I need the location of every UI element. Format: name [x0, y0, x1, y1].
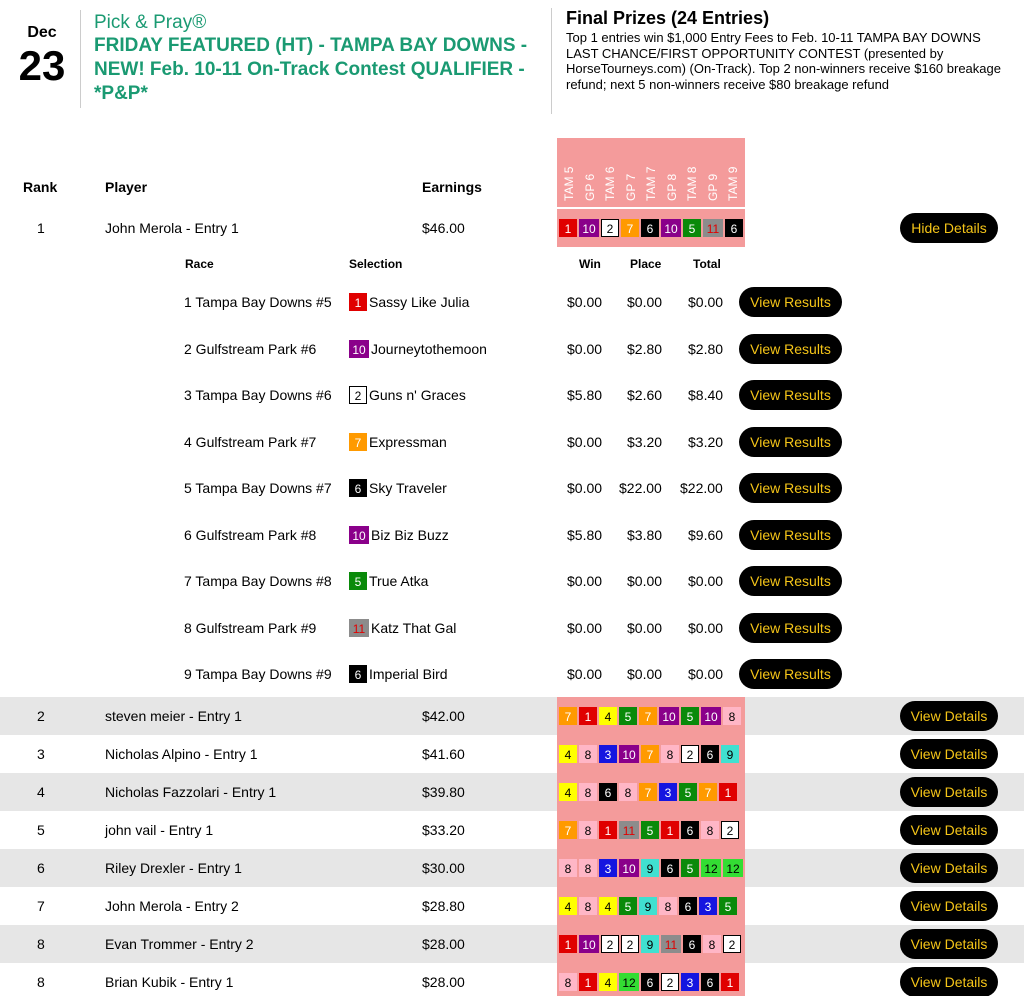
detail-win: $0.00	[567, 573, 603, 589]
player-rank: 8	[37, 936, 45, 952]
saddle-cloth-10: 10	[661, 219, 681, 237]
saddle-cloth-3: 3	[699, 897, 717, 915]
contest-header	[0, 0, 1024, 125]
saddle-cloth-7: 7	[639, 707, 657, 725]
player-earnings: $42.00	[422, 708, 465, 724]
horse-name: True Atka	[369, 573, 429, 589]
detail-place: $0.00	[627, 666, 663, 682]
player-earnings: $28.80	[422, 898, 465, 914]
race-column-label	[621, 141, 641, 201]
date-month: Dec	[27, 24, 57, 41]
saddle-cloth-3: 3	[599, 859, 617, 877]
detail-total: $9.60	[688, 526, 724, 543]
saddle-cloth-5: 5	[681, 859, 699, 877]
detail-row	[0, 372, 1024, 418]
rank-column-header: Rank	[23, 179, 58, 195]
earnings-column-header: Earnings	[422, 179, 482, 195]
saddle-cloth-5: 5	[681, 707, 699, 725]
player-earnings: $28.00	[422, 974, 465, 990]
view-details-button[interactable]: View Details	[900, 815, 998, 845]
saddle-cloth-4: 4	[559, 745, 577, 763]
saddle-cloth-2: 2	[601, 935, 619, 953]
saddle-cloth-10: 10	[619, 859, 639, 877]
saddle-cloth-2: 2	[601, 219, 619, 237]
view-results-button[interactable]: View Results	[739, 520, 842, 550]
detail-place: $2.60	[627, 387, 663, 403]
view-details-button[interactable]: View Details	[900, 891, 998, 921]
view-details-button[interactable]: View Details	[900, 701, 998, 731]
horse-name: Biz Biz Buzz	[371, 526, 449, 543]
view-results-button[interactable]: View Results	[739, 613, 842, 643]
race-label: TAM 9	[726, 166, 740, 201]
player-row	[0, 849, 1024, 887]
detail-selection	[349, 372, 466, 418]
saddle-cloth-8: 8	[661, 745, 679, 763]
player-earnings: $28.00	[422, 936, 465, 952]
contest-brand: Pick & Pray®	[94, 12, 207, 33]
saddle-cloth-7: 7	[699, 783, 717, 801]
saddle-cloth-2: 2	[721, 821, 739, 839]
race-label: TAM 8	[685, 166, 699, 201]
saddle-cloth-5: 5	[619, 707, 637, 725]
detail-total: $22.00	[680, 480, 723, 496]
player-earnings: $46.00	[422, 220, 465, 236]
race-column-label	[682, 141, 702, 201]
prizes-title: Final Prizes (24 Entries)	[566, 8, 770, 28]
detail-race: 5 Tampa Bay Downs #7	[184, 480, 332, 496]
player-earnings: $39.80	[422, 784, 465, 800]
picks-strip	[557, 925, 745, 963]
picks-strip	[557, 773, 745, 811]
detail-row	[0, 605, 1024, 651]
divider	[80, 10, 81, 108]
detail-place: $0.00	[627, 573, 663, 589]
horse-name: Imperial Bird	[369, 666, 448, 682]
detail-selection	[349, 558, 428, 604]
player-column-header: Player	[105, 179, 148, 195]
saddle-cloth-2: 2	[349, 386, 367, 404]
detail-win: $0.00	[567, 340, 603, 357]
player-rank: 2	[37, 708, 45, 724]
detail-place-header: Place	[630, 257, 662, 271]
saddle-cloth-6: 6	[683, 935, 701, 953]
view-results-button[interactable]: View Results	[739, 473, 842, 503]
detail-row	[0, 279, 1024, 325]
view-details-button[interactable]: View Details	[900, 777, 998, 807]
saddle-cloth-12: 12	[701, 859, 721, 877]
detail-place: $3.20	[627, 433, 663, 450]
view-details-button[interactable]: View Details	[900, 929, 998, 959]
player-name: John Merola - Entry 1	[105, 220, 239, 236]
picks-strip	[557, 849, 745, 887]
detail-race: 4 Gulfstream Park #7	[184, 433, 317, 450]
detail-place: $2.80	[627, 340, 663, 357]
detail-win: $5.80	[567, 387, 603, 403]
race-label: GP 7	[623, 173, 638, 201]
detail-race-header: Race	[185, 257, 214, 271]
player-name: Evan Trommer - Entry 2	[105, 936, 254, 952]
detail-win: $0.00	[567, 480, 603, 496]
saddle-cloth-7: 7	[621, 219, 639, 237]
date-day: 23	[18, 42, 66, 89]
detail-selection	[349, 512, 449, 558]
saddle-cloth-4: 4	[599, 973, 617, 991]
player-name: john vail - Entry 1	[105, 822, 214, 838]
view-results-button[interactable]: View Results	[739, 566, 842, 596]
saddle-cloth-8: 8	[579, 821, 597, 839]
race-label: GP 6	[582, 173, 597, 201]
saddle-cloth-8: 8	[703, 935, 721, 953]
player-row	[0, 887, 1024, 925]
race-header-strip	[557, 138, 745, 207]
player-rank: 6	[37, 860, 45, 876]
saddle-cloth-6: 6	[599, 783, 617, 801]
saddle-cloth-3: 3	[681, 973, 699, 991]
race-column-label	[641, 141, 661, 201]
race-label: TAM 6	[603, 166, 617, 201]
detail-race: 1 Tampa Bay Downs #5	[184, 294, 332, 310]
picks-strip	[557, 887, 745, 925]
detail-selection	[349, 279, 469, 325]
detail-win: $0.00	[567, 666, 603, 682]
saddle-cloth-6: 6	[641, 219, 659, 237]
saddle-cloth-2: 2	[661, 973, 679, 991]
saddle-cloth-4: 4	[559, 783, 577, 801]
saddle-cloth-10: 10	[659, 707, 679, 725]
player-row	[0, 925, 1024, 963]
saddle-cloth-5: 5	[719, 897, 737, 915]
saddle-cloth-6: 6	[681, 821, 699, 839]
player-rank: 5	[37, 822, 45, 838]
horse-name: Journeytothemoon	[371, 340, 487, 357]
player-row	[0, 735, 1024, 773]
race-column-label	[580, 141, 600, 201]
race-label: TAM 5	[562, 166, 576, 201]
detail-row	[0, 558, 1024, 604]
saddle-cloth-9: 9	[641, 859, 659, 877]
detail-row	[0, 512, 1024, 558]
saddle-cloth-1: 1	[661, 821, 679, 839]
view-results-button[interactable]: View Results	[739, 659, 842, 689]
player-row	[0, 811, 1024, 849]
detail-win: $0.00	[567, 619, 603, 636]
saddle-cloth-12: 12	[723, 859, 743, 877]
saddle-cloth-1: 1	[559, 219, 577, 237]
detail-total: $2.80	[688, 340, 724, 357]
detail-total: $8.40	[688, 387, 724, 403]
saddle-cloth-11: 11	[619, 821, 639, 839]
player-rank: 7	[37, 898, 45, 914]
detail-selection-header: Selection	[349, 257, 403, 271]
detail-selection	[349, 465, 447, 511]
saddle-cloth-8: 8	[559, 859, 577, 877]
saddle-cloth-5: 5	[641, 821, 659, 839]
detail-place: $22.00	[619, 480, 662, 496]
detail-win: $5.80	[567, 526, 603, 543]
picks-strip	[557, 735, 745, 773]
player-name: Brian Kubik - Entry 1	[105, 974, 234, 990]
saddle-cloth-1: 1	[599, 821, 617, 839]
race-column-label	[600, 141, 620, 201]
player-name: Nicholas Fazzolari - Entry 1	[105, 784, 277, 800]
player-rank: 1	[37, 220, 45, 236]
player-rank: 4	[37, 784, 45, 800]
detail-total: $0.00	[688, 619, 724, 636]
horse-name: Sky Traveler	[369, 480, 447, 496]
race-label: GP 8	[664, 173, 679, 201]
detail-row	[0, 651, 1024, 697]
view-details-button[interactable]: View Details	[900, 739, 998, 769]
detail-total: $3.20	[688, 433, 724, 450]
horse-name: Guns n' Graces	[369, 387, 466, 403]
picks-strip	[557, 963, 745, 996]
saddle-cloth-6: 6	[349, 665, 367, 683]
detail-place: $0.00	[627, 619, 663, 636]
picks-strip	[557, 811, 745, 849]
saddle-cloth-8: 8	[659, 897, 677, 915]
contest-date	[14, 24, 70, 88]
contest-title: FRIDAY FEATURED (HT) - TAMPA BAY DOWNS - NEW! Feb. 10-11 On-Track Contest QUALIFIER - *P&P*	[94, 35, 528, 104]
saddle-cloth-1: 1	[579, 973, 597, 991]
view-results-button[interactable]: View Results	[739, 427, 842, 457]
player-earnings: $30.00	[422, 860, 465, 876]
saddle-cloth-6: 6	[661, 859, 679, 877]
detail-race: 3 Tampa Bay Downs #6	[184, 387, 332, 403]
detail-win: $0.00	[567, 294, 603, 310]
player-name: John Merola - Entry 2	[105, 898, 239, 914]
view-details-button[interactable]: View Details	[900, 967, 998, 996]
saddle-cloth-7: 7	[641, 745, 659, 763]
saddle-cloth-8: 8	[579, 859, 597, 877]
saddle-cloth-1: 1	[579, 707, 597, 725]
saddle-cloth-8: 8	[723, 707, 741, 725]
detail-row	[0, 326, 1024, 372]
detail-race: 6 Gulfstream Park #8	[184, 526, 317, 543]
player-name: steven meier - Entry 1	[105, 708, 242, 724]
saddle-cloth-11: 11	[661, 935, 681, 953]
saddle-cloth-5: 5	[619, 897, 637, 915]
saddle-cloth-8: 8	[701, 821, 719, 839]
view-details-button[interactable]: View Details	[900, 853, 998, 883]
detail-total: $0.00	[688, 294, 724, 310]
saddle-cloth-4: 4	[559, 897, 577, 915]
player-row	[0, 773, 1024, 811]
saddle-cloth-6: 6	[701, 973, 719, 991]
race-column-label	[662, 141, 682, 201]
saddle-cloth-8: 8	[619, 783, 637, 801]
saddle-cloth-1: 1	[721, 973, 739, 991]
saddle-cloth-8: 8	[579, 897, 597, 915]
saddle-cloth-1: 1	[349, 293, 367, 311]
detail-selection	[349, 419, 447, 465]
player-earnings: $33.20	[422, 822, 465, 838]
contest-info	[94, 12, 544, 106]
detail-row	[0, 465, 1024, 511]
saddle-cloth-10: 10	[349, 340, 369, 358]
view-results-button[interactable]: View Results	[739, 380, 842, 410]
saddle-cloth-10: 10	[701, 707, 721, 725]
saddle-cloth-11: 11	[703, 219, 723, 237]
saddle-cloth-3: 3	[659, 783, 677, 801]
detail-selection	[349, 605, 456, 651]
saddle-cloth-7: 7	[559, 707, 577, 725]
race-column-label	[703, 141, 723, 201]
detail-race: 2 Gulfstream Park #6	[184, 340, 317, 357]
horse-name: Expressman	[369, 433, 447, 450]
race-label: TAM 7	[644, 166, 658, 201]
detail-row	[0, 419, 1024, 465]
saddle-cloth-6: 6	[349, 479, 367, 497]
detail-total-header: Total	[693, 257, 721, 271]
detail-total: $0.00	[688, 573, 724, 589]
detail-win: $0.00	[567, 433, 603, 450]
saddle-cloth-1: 1	[719, 783, 737, 801]
saddle-cloth-9: 9	[639, 897, 657, 915]
picks-strip	[557, 209, 745, 247]
player-name: Riley Drexler - Entry 1	[105, 860, 242, 876]
saddle-cloth-7: 7	[639, 783, 657, 801]
player-name: Nicholas Alpino - Entry 1	[105, 746, 258, 762]
prizes-info	[566, 8, 1016, 92]
saddle-cloth-5: 5	[349, 572, 367, 590]
saddle-cloth-8: 8	[579, 745, 597, 763]
picks-strip	[557, 697, 745, 735]
horse-name: Katz That Gal	[371, 619, 457, 636]
saddle-cloth-10: 10	[619, 745, 639, 763]
saddle-cloth-1: 1	[559, 935, 577, 953]
player-earnings: $41.60	[422, 746, 465, 762]
saddle-cloth-4: 4	[599, 707, 617, 725]
saddle-cloth-12: 12	[619, 973, 639, 991]
race-column-label	[559, 141, 579, 201]
saddle-cloth-8: 8	[559, 973, 577, 991]
saddle-cloth-5: 5	[683, 219, 701, 237]
detail-win-header: Win	[579, 257, 601, 271]
saddle-cloth-2: 2	[681, 745, 699, 763]
saddle-cloth-7: 7	[559, 821, 577, 839]
saddle-cloth-5: 5	[679, 783, 697, 801]
saddle-cloth-10: 10	[349, 526, 369, 544]
saddle-cloth-11: 11	[349, 619, 369, 637]
saddle-cloth-6: 6	[725, 219, 743, 237]
view-results-button[interactable]: View Results	[739, 287, 842, 317]
saddle-cloth-7: 7	[349, 433, 367, 451]
saddle-cloth-2: 2	[723, 935, 741, 953]
saddle-cloth-6: 6	[701, 745, 719, 763]
detail-race: 8 Gulfstream Park #9	[184, 619, 317, 636]
detail-place: $3.80	[627, 526, 663, 543]
detail-selection	[349, 651, 448, 697]
race-label: GP 9	[705, 173, 720, 201]
divider	[551, 8, 552, 114]
detail-race: 9 Tampa Bay Downs #9	[184, 666, 332, 682]
player-row	[0, 963, 1024, 996]
view-results-button[interactable]: View Results	[739, 334, 842, 364]
saddle-cloth-2: 2	[621, 935, 639, 953]
saddle-cloth-3: 3	[599, 745, 617, 763]
hide-details-button[interactable]: Hide Details	[900, 213, 998, 243]
prizes-description: Top 1 entries win $1,000 Entry Fees to Feb. 10-11 TAMPA BAY DOWNS LAST CHANCE/FIRST OPPORTUNITY CONTEST (presented by HorseTourneys.com) (On-Track). Top 2 non-winners receive $160 breakage refund; next 5 non-winners receive $80 breakage refund	[566, 30, 1001, 92]
player-row	[0, 209, 1024, 247]
player-rank: 8	[37, 974, 45, 990]
detail-race: 7 Tampa Bay Downs #8	[184, 573, 332, 589]
saddle-cloth-9: 9	[721, 745, 739, 763]
saddle-cloth-4: 4	[599, 897, 617, 915]
detail-selection	[349, 326, 487, 372]
detail-total: $0.00	[688, 666, 724, 682]
race-column-label	[723, 141, 743, 201]
player-row	[0, 697, 1024, 735]
saddle-cloth-6: 6	[679, 897, 697, 915]
saddle-cloth-10: 10	[579, 935, 599, 953]
horse-name: Sassy Like Julia	[369, 294, 470, 310]
saddle-cloth-6: 6	[641, 973, 659, 991]
detail-place: $0.00	[627, 294, 663, 310]
saddle-cloth-8: 8	[579, 783, 597, 801]
saddle-cloth-10: 10	[579, 219, 599, 237]
player-rank: 3	[37, 746, 45, 762]
saddle-cloth-9: 9	[641, 935, 659, 953]
